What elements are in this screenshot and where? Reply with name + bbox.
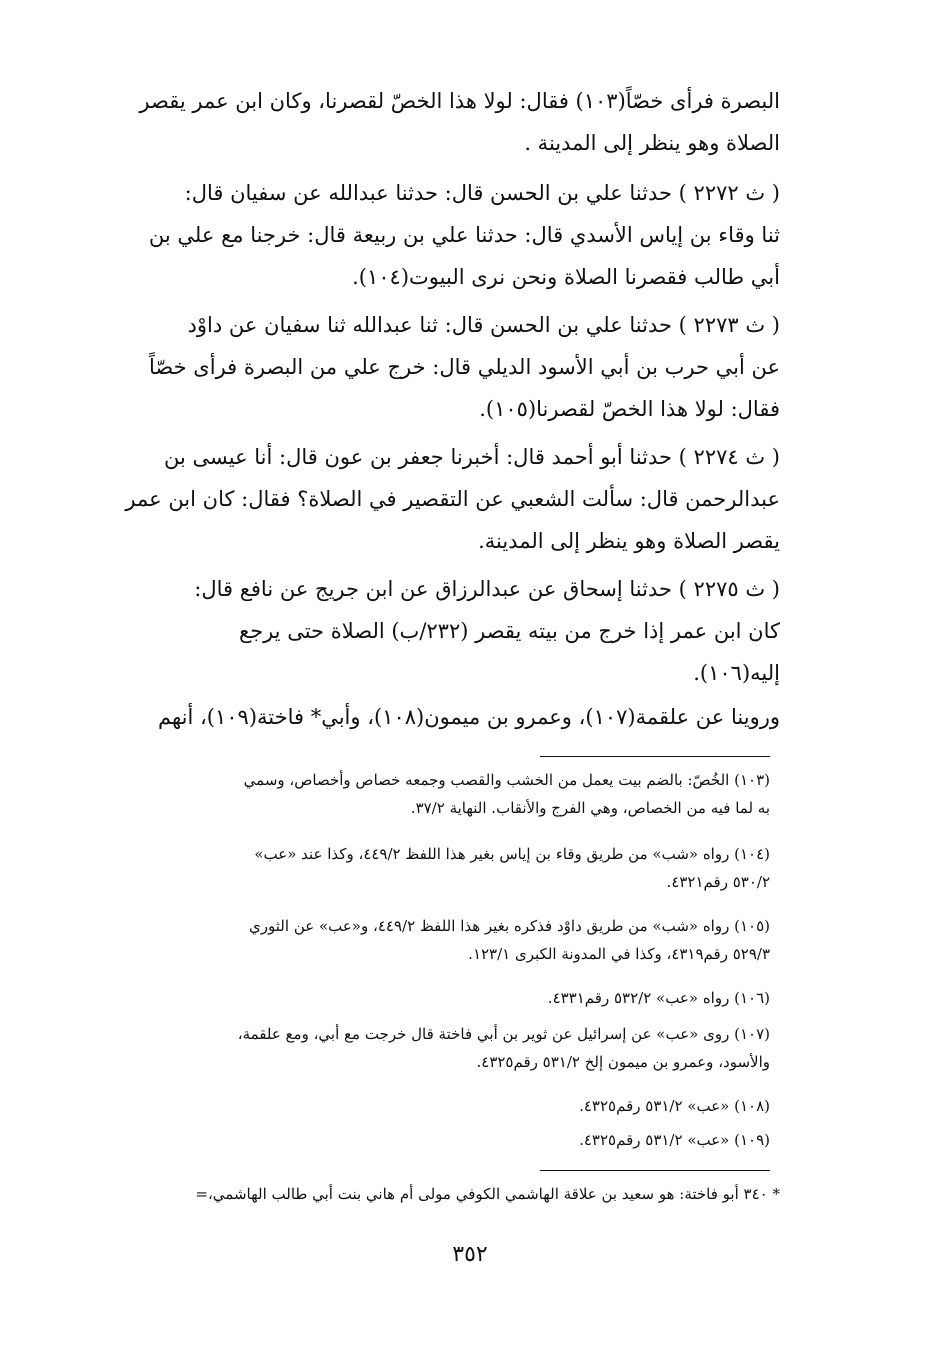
footnote-108 xyxy=(100,1092,770,1120)
page-number: ٣٥٢ xyxy=(452,1242,488,1267)
footnote-line: (١٠٨) «عب» ٥٣١/٢ رقم٤٣٢٥. xyxy=(579,1097,770,1115)
text-line: ( ث ٢٢٧٤ ) حدثنا أبو أحمد قال: أخبرنا جعفر بن عون قال: أنا عيسى بن xyxy=(163,445,780,469)
paragraph-continuation xyxy=(100,80,780,164)
footnote-line: والأسود، وعمرو بن ميمون إلخ ٥٣١/٢ رقم٤٣٢٥. xyxy=(476,1053,770,1071)
biography-separator xyxy=(540,1170,770,1171)
text-line: الصلاة وهو ينظر إلى المدينة . xyxy=(524,131,780,155)
footnote-line: ٥٢٩/٣ رقم٤٣١٩، وكذا في المدونة الكبرى ١٢٣/١. xyxy=(468,945,770,963)
footnote-line: (١٠٧) روى «عب» عن إسرائيل عن ثوير بن أبي فاختة قال خرجت مع أبي، ومع علقمة، xyxy=(237,1025,770,1043)
narration-paragraph xyxy=(100,696,780,738)
main-text xyxy=(100,80,780,164)
text-line: البصرة فرأى خصّاً(١٠٣) فقال: لولا هذا الخصّ لقصرنا، وكان ابن عمر يقصر xyxy=(139,89,780,113)
footnote-105 xyxy=(100,912,770,968)
text-line: ( ث ٢٢٧٥ ) حدثنا إسحاق عن عبدالرزاق عن ابن جريج عن نافع قال: xyxy=(194,577,780,601)
footnote-103 xyxy=(100,766,770,822)
hadith-2273 xyxy=(100,304,780,430)
footnote-line: به لما فيه من الخصاص، وهي الفرج والأنقاب. النهاية ٣٧/٢. xyxy=(410,799,770,817)
text-line: عن أبي حرب بن أبي الأسود الديلي قال: خرج علي من البصرة فرأى خصّاً xyxy=(149,355,780,379)
biography-line: * ٣٤٠ أبو فاختة: هو سعيد بن علاقة الهاشمي الكوفي مولى أم هاني بنت أبي طالب الهاشمي،= xyxy=(195,1185,780,1203)
footnote-line: (١٠٥) رواه «شب» من طريق داوْد فذكره بغير هذا اللفظ ٤٤٩/٢، و«عب» عن الثوري xyxy=(249,917,770,935)
hadith-2272 xyxy=(100,172,780,298)
footnote-106 xyxy=(100,984,770,1012)
footnote-line: (١٠٣) الخُصّ: بالضم بيت يعمل من الخشب والقصب وجمعه خصاص وأخصاص، وسمي xyxy=(243,771,770,789)
text-line: أبي طالب فقصرنا الصلاة ونحن نرى البيوت(١٠٤). xyxy=(352,265,780,289)
text-line: ( ث ٢٢٧٣ ) حدثنا علي بن الحسن قال: ثنا عبدالله ثنا سفيان عن داوْد xyxy=(187,313,780,337)
footnote-line: (١٠٤) رواه «شب» من طريق وقاء بن إياس بغير هذا اللفظ ٤٤٩/٢، وكذا عند «عب» xyxy=(254,845,770,863)
footnote-109 xyxy=(100,1126,770,1154)
footnote-line: (١٠٦) رواه «عب» ٥٣٢/٢ رقم٤٣٣١. xyxy=(547,989,770,1007)
text-line: ( ث ٢٢٧٢ ) حدثنا علي بن الحسن قال: حدثنا عبدالله عن سفيان قال: xyxy=(184,181,780,205)
text-line: يقصر الصلاة وهو ينظر إلى المدينة. xyxy=(478,529,780,553)
text-line: ثنا وقاء بن إياس الأسدي قال: حدثنا علي بن ربيعة قال: خرجنا مع علي بن xyxy=(148,223,780,247)
text-line: إليه(١٠٦). xyxy=(693,661,780,685)
footnote-104 xyxy=(100,840,770,896)
hadith-2274 xyxy=(100,436,780,562)
footnote-line: (١٠٩) «عب» ٥٣١/٢ رقم٤٣٢٥. xyxy=(579,1131,770,1149)
text-line: كان ابن عمر إذا خرج من بيته يقصر (٢٣٢/ب) الصلاة حتى يرجع xyxy=(238,619,780,643)
biography-note xyxy=(90,1180,780,1208)
text-line: عبدالرحمن قال: سألت الشعبي عن التقصير في الصلاة؟ فقال: كان ابن عمر xyxy=(125,487,780,511)
footnote-107 xyxy=(100,1020,770,1076)
footnote-separator xyxy=(540,756,770,757)
text-line: وروينا عن علقمة(١٠٧)، وعمرو بن ميمون(١٠٨)، وأبي* فاختة(١٠٩)، أنهم xyxy=(157,705,780,729)
text-line: فقال: لولا هذا الخصّ لقصرنا(١٠٥). xyxy=(479,397,780,421)
hadith-2275 xyxy=(100,568,780,694)
footnote-line: ٥٣٠/٢ رقم٤٣٢١. xyxy=(666,873,770,891)
